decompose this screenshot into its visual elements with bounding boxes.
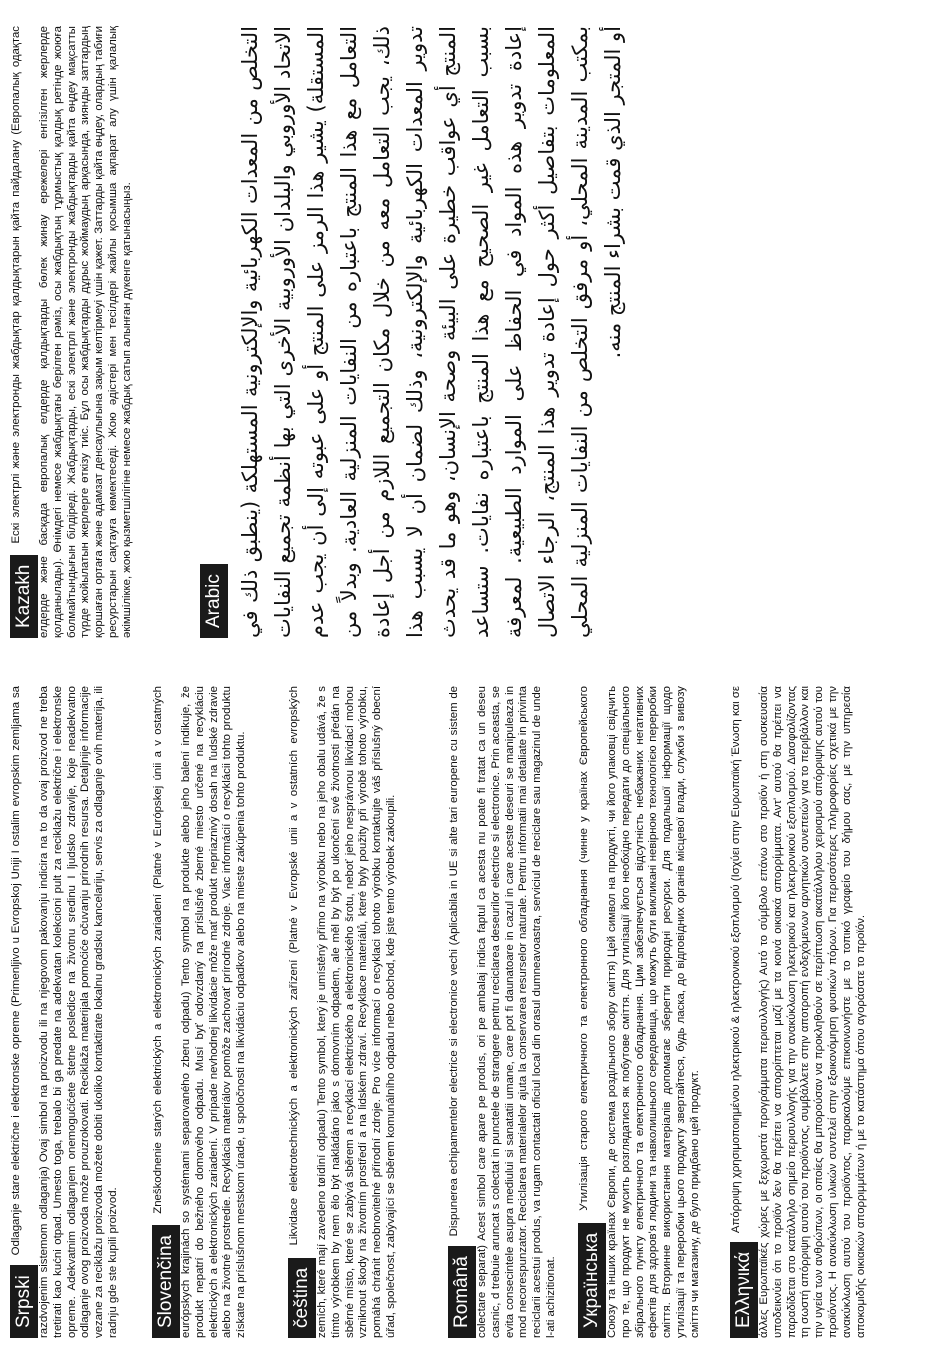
section-title: Srpski [10,1265,38,1338]
section-cestina [288,686,399,1338]
right-column [0,12,950,652]
section-text: Утилізація старого електричного та електронного обладнання (чинне у країнах Європейського Союзу та інших країнах Європи, де система роздільного збору сміття) Цей символ на продукті, чи його упаковці свідчить про те, що продукт не мусить розглядатися як побутове сміття. Для утилізації його необхідно передати до спеціального збірального пункту електричного та електронного обладнання. Цим забезпечується відсутність небажаних негативних ефектів для здоров'я людини та навколишнього середовища, що можуть бути викликані невірною технологією переробки сміття. Вторинне використання матеріалів допомагає зберегти природні ресурси. Для подальшої інформації щодо утилізації та переробки цього продукту звертайтеся, будь ласка, до відповідних органів місцевої влади, служби з вивозу сміття чи магазину, де було придбано цей продукт. [578,685,701,1338]
section-text: التخلص من المعدات الكهربائية والإلكترونية المستهلكة (ينطبق ذلك في الاتحاد الأوروبي والبلدان الأوروبية الأخرى التي بها أنظمة تجميع النفايات المستقلة) يشير هذا الرمز على المنتج أو على عبوته إلى أن يجب عدم التعامل مع هذا المنتج باعتباره من النفايات المنزلية العادية. وبدلاً من ذلك، يجب التعامل معه من خلال مكان التجميع اللازم من أجل إعادة تدوير المعدات الكهربائية والإلكترونية، وذلك لضمان أن لا يسبب هذا المنتج أي عواقب خطيرة على البيئة وصحة الإنسان، وهو ما قد يحدث بسبب التعامل غير الصحيح مع هذا المنتج باعتباره نفايات. ستساعد إعادة تدوير هذه المواد في الحفاظ على الموارد الطبيعية. لمعرفة المعلومات بتفاصيل أكثر حول إعادة تدوير هذا المنتج، الرجاء الاتصال بمكتب المدينة المحلي، أو مرفق التخلص من النفايات المنزلية المحلي أو المتجر الذي قمت بشراء المنتج منه. [238,26,625,638]
section-text: Likvidace elektrotechnických a elektronických zařízení (Platné v Evropské unii a v ostatních evropských zemích, které mají zavedeno tøídìní odpadu) Tento symbol, který je umístěný přímo na výrobku nebo na jeho obalu udává, že s tímto výrobkem by nem ělo být nakládáno jako s domovním odpadem, ale měl by být po ukončení své životnosti předán na sběrné místo, které se zabývá sběrem a recyklací elektrického a elektronického šrotu, neboť jeho nesprávnou likvidací mohou vzniknout škody na životním prostředí a na lidském zdraví. Recyklace materiálů, které byly použity při výrobě tohoto výrobku, pomáhá chránit neobnovitelné přírodní zdroje. Pro více informací o recyklaci tohoto výrobku kontaktujte váš příslušný obecní úřad, společnost, zabývající se sběrem komunálního odpadu nebo obchod, kde jste tento výrobek zakoupili. [288,686,397,1338]
section-romana [448,686,559,1338]
section-title: Ελληνικά [730,1242,758,1338]
section-text: Dispunerea echipamentelor electrice si electronice vechi (Aplicabila in UE si alte tari europene cu sistem de colectare separat) Acest simbol care apare pe produs, ori pe ambalaj indica faptul ca acesta nu poate fi tratat ca un deseu casnic, d trebuie aruncat s colectat in punctele de strangere pentru reciclarea deseurilor electrice si electronice. Prin aceasta, se evita consecintele asupra mediului si sanatatii umane, care pot fi daunatoare in cazul in care aceste deseuri se manipuleaza in mod necorespunzator. Reciclarea materialelor ajuta la conservarea resurselor naturale. Pentru informatii mai detaliate in privinta reciclarii acestui produs, va rugam contactati oficiul local din orasul dumneavoastra, serviciul de reciclare sau magazinul de unde l-ati achizitionat. [448,686,557,1338]
section-text: Απόρριψη χρησιμοποιημένου ηλεκτρικού & ηλεκτρονικού εξοπλισμού (Ισχύει στην Ευρωπαϊκή Ένωση και σε άλλες Ευρωπαϊκές χώρες με ξεχωριστά προγράμματα περισυλλογής) Αυτό το σύμβολο επάνω στο προϊόν ή στη συσκευασία υποδεικνύει ότι το προϊόν δεν θα πρέπει να απορρίπτεται μαζί με τα κοινά οικιακά απορρίμματα. Αντ' αυτού θα πρέπει να παραδίδεται στο κατάλληλο σημείο περισυλλογής για την ανακύκλωση ηλεκτρικού και ηλεκτρονικού εξοπλισμού. Διασφαλίζοντας τη σωστή απόρριψη αυτού του προϊόντος, συμβάλλετε στην αποτροπή ενδεχόμενων αρνητικών συνεπειών για το περιβάλλον και την υγεία των ανθρώπων, οι οποίες θα μπορούσαν να προκληθούν σε περίπτωση ακατάλληλου χειρισμού απόρριψης αυτού του προϊόντος. Η ανακύκλωση υλικών συντελεί στην εξοικονόμηση φυσικών πόρων. Για περισσότερες πληροφορίες σχετικά με την ανακύκλωση αυτού του προϊόντος, παρακαλούμε επικοινωνήστε με το τοπικό γραφείο του δήμου σας, με την υπηρεσία αποκομιδής οικιακών απορριμμάτων ή με το κατάστημα όπου αγοράσατε το προϊόν. [730,686,867,1338]
section-title: čeština [288,1258,316,1338]
section-text: Zneškodnenie starých elektrických a elektronických zariadení (Platné v Európskej únii a v ostatných európskych krajinách so systémami separovaného zberu odpadu) Tento symbol na produkte alebo jeho balení indikuje, že produkt nepatrí do bežného domového odpadu. Musí byť odovzdaný na príslušné zberné miesto určené na recykláciu elektrických a elektronických zariadení. V prípade nevhodnej likvidácie môže mať produkt nepriaznivý dosah na ľudské zdravie alebo na životné prostredie. Recyklácia materiálov pomôže zachovať prírodné zdroje. Viac informácií o recyklácii tohto produktu získate na príslušnom mestskom úrade, u spoločnosti na likvidáciu odpadkov alebo na mieste zakúpenia tohto produktu. [152,686,248,1338]
section-srpski [10,686,121,1338]
section-text: Odlaganje stare električne i elektronske opreme (Primenljivo u Evropskoj Uniji I ostalim evropskim zemljama sa razdvojenim sistemom odlaganja) Ovaj simbol na proizvodu ili na njegovom pakovanju indicira na to da ovaj proizvod ne treba tretirati kao kućni otpad. Umesto toga, trebalo bi ga predate na adekvatan kolekcioni pult za reciklažu električne i elektronske opreme. Adekvatnim odlaganjem onemogućićete štetne posledice na životnu sredinu I ljudsko zdravlje, koje neadekvatno odlaganje ovog proizvoda može prouzrokovati. Reciklaža materijala pomoćiće očuvanju prirodnih resursa. Detaljnije informacije vezane za reciklažu proizvoda možete dobiti ukoliko kontaktirate lokalnu gradsku kancelariju, servis za odlaganje ovih materija, ili radnju gde ste kupili proizvod. [10,686,119,1338]
section-title: Українська [578,1223,606,1338]
section-text: Ескі электрлі және электронды жабдықтар қалдықтарын қайта пайдалану (Европалық одақтас елдерде және басқада европалық елдерде қалдықтарды бөлек жинау ережелері енгізілген жерлерде қолданылады). Өнімдегі немесе жабдықтағы берілген рәміз, осы жабдықтың тұрмыстық қалдық ретінде жоюға болмайтындығын білдіреді. Жабдықтарды, ескі электрлі және электронды жабдықтарды қайта өңдеу мақсатты түрде жойылатын жерлерге өткізу тиіс. Бұл осы жабдықтарды дұрыс жоймаудың арқасында, зиянды заттардың қоршаған ортаға және адамзат денсаулығына зақым келтірмеуі үшін қажет. Заттарды қайта өңдеу, олардың табиғи ресурстарын сақтауға көмектеседі. Жою әдістері мен тесілдері жайлы қосымша ақпарат алу үшін қалалық әкімшілікке, жою қызметшілігіне немесе жабдық сатып алынған дүкенге қатынасыңыз. [10,26,133,638]
section-title: Kazakh [10,555,38,638]
section-arabic [200,26,630,638]
section-ukrainska [578,686,703,1338]
section-kazakh [10,26,135,638]
section-title: Slovenčina [152,1225,180,1338]
left-column [0,672,950,1352]
section-slovencina [152,686,249,1338]
section-ellinika [730,686,868,1338]
section-title: Arabic [200,564,228,638]
section-title: Română [448,1246,476,1338]
